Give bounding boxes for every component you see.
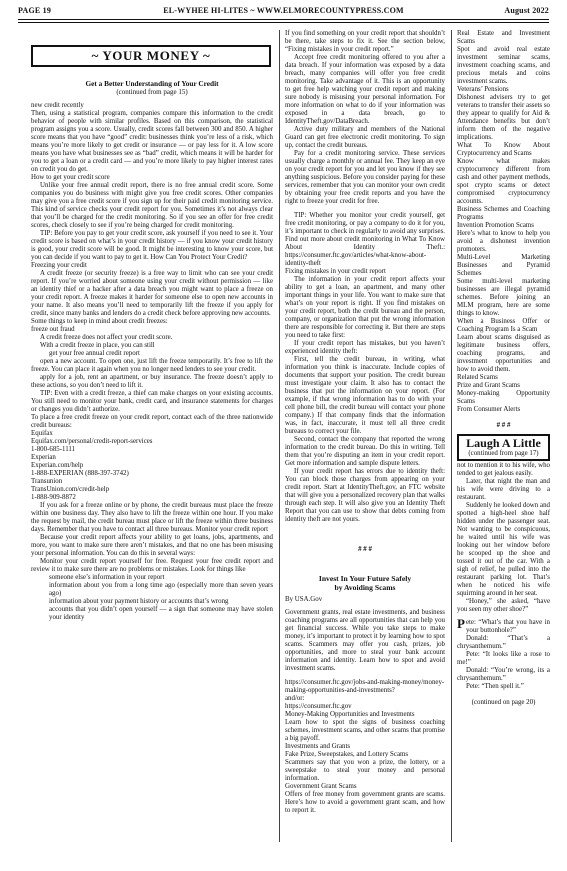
paragraph: Some things to keep in mind about credit freezes: bbox=[31, 317, 168, 325]
paragraph: https://consumer.ftc.gov/jobs-and-making-money/money-making-opportunities-and-investments? bbox=[285, 679, 445, 694]
paragraph: Scammers say that you won a prize, the lottery, or a sweepstake to steal your money and personal information. bbox=[285, 759, 445, 782]
paragraph: Transunion bbox=[31, 477, 63, 485]
paragraph: The information in your credit report affects your ability to get a loan, an apartment, and many other important things in your life. You want to make sure that what’s on your report is right. If you find mistakes on your credit report, both the credit bureau and the person, company, or organization that put the wrong information there are responsible for correcting it. But there are steps you need to take first: bbox=[285, 276, 445, 339]
paragraph: Business Schemes and Coaching Programs bbox=[457, 206, 550, 221]
paragraph: Freezing your credit bbox=[31, 261, 87, 269]
paragraph: TIP: Whether you monitor your credit yourself, get free credit monitoring, or pay a company to do it for you, it’s important to check in regularly to avoid any surprises. Find out more about credit monitoring in What To Know About Identity Theft.: https://consumer.ftc.gov/articles/what-know-about-identity-theft bbox=[285, 212, 445, 267]
paragraph: open a new account. To open one, just lift the freeze temporarily. It’s free to lift the freeze. You can place it again when you no longer need lenders to see your credit. bbox=[31, 357, 273, 373]
paragraph: Donald: “That’s a chrysanthemum.” bbox=[457, 635, 550, 650]
paragraph: If your credit report has errors due to identity theft: You can block those charges from appearing on your credit report. Start at IdentityTheft.gov, an FTC website that will give you a personalized recovery plan that walks through each step. It will also give you an Identity Theft Report that you can use to show that debts coming from identity theft are not yours. bbox=[285, 468, 445, 523]
paragraph: Dishonest advisers try to get veterans to transfer their assets so they appear to qualify for Aid & Attendance benefits but don’t inform them of the negative implications. bbox=[457, 94, 550, 141]
paragraph: Investments and Grants bbox=[285, 743, 351, 750]
paragraph: Spot and avoid real estate investment seminar scams, investment coaching scams, and precious metals and coins investment scams. bbox=[457, 46, 550, 85]
paragraph: information about your payment history or accounts that’s wrong bbox=[49, 597, 229, 605]
paragraph: TransUnion.com/credit-help bbox=[31, 485, 110, 493]
paragraph: Some multi-level marketing businesses are illegal pyramid schemes. Before joining an MLM program, here are some things to know. bbox=[457, 278, 550, 317]
paragraph: Equifax.com/personal/credit-report-services bbox=[31, 437, 153, 445]
paragraph: not to mention it to his wife, who tended to get jealous easily. bbox=[457, 462, 550, 477]
paragraph: To place a free credit freeze on your credit report, contact each of the three nationwide credit bureaus: bbox=[31, 413, 273, 429]
invest-article-title-1: Invest In Your Future Safely bbox=[318, 574, 412, 583]
paragraph: Later, that night the man and his wife were driving to a restaurant. bbox=[457, 478, 550, 501]
paragraph: Donald: “You’re wrong, its a chrysanthemum.” bbox=[457, 667, 550, 682]
paragraph: 1-800-685-1111 bbox=[31, 445, 76, 453]
paragraph: and/or: bbox=[285, 695, 305, 702]
paragraph: When a Business Offer or Coaching Program Is a Scam bbox=[457, 318, 550, 333]
column-divider-right bbox=[451, 30, 452, 842]
paragraph: Second, contact the company that reported the wrong information to the credit bureau. Do this in writing. Tell them that you’re disputing an item in your credit report. Get more information and sample dispute letters. bbox=[285, 436, 445, 467]
paragraph: accounts that you didn’t open yourself — a sign that someone may have stolen your identity bbox=[49, 605, 273, 621]
paragraph: Equifax bbox=[31, 429, 53, 437]
paragraph: Multi-Level Marketing Businesses and Pyramid Schemes bbox=[457, 254, 550, 277]
paragraph: “Honey,” she asked, “have you seen my other shoe?” bbox=[457, 598, 550, 613]
paragraph: Experian bbox=[31, 453, 56, 461]
paragraph: Experian.com/help bbox=[31, 461, 84, 469]
paragraph: new credit recently bbox=[31, 101, 84, 109]
laugh-continued-on: (continued on page 20) bbox=[471, 699, 536, 706]
column-divider-left bbox=[279, 30, 280, 842]
paragraph: Pete: “It looks like a rose to me!” bbox=[457, 651, 550, 666]
paragraph: Suddenly he looked down and spotted a high-heel shoe half hidden under the passenger seat. Not wanting to be conspicuous, he waited until his wife was looking out her window before he scooped up the shoe and tossed it out of the car. With a sigh of relief, he pulled into the restaurant parking lot. That’s when he noticed his wife squirming around in her seat. bbox=[457, 502, 550, 597]
paragraph: Government grants, real estate investments, and business coaching programs are all opportunities that can help you get financial success. While you take steps to make money, it’s important to protect it by learning how to spot scams. Scammers may offer you cash, prizes, job opportunities, and more to steal your bank account information and identity. Learn how to spot and avoid investment scams. bbox=[285, 609, 445, 672]
invest-article-body bbox=[285, 609, 445, 815]
drop-cap: P bbox=[457, 616, 465, 631]
section-title: ~ YOUR MONEY ~ bbox=[31, 45, 271, 67]
paragraph: If your credit report has mistakes, but you haven’t experienced identity theft: bbox=[285, 340, 445, 355]
joke2-body bbox=[457, 635, 550, 691]
paragraph: 1-888-909-8872 bbox=[31, 493, 76, 501]
paragraph: Because your credit report affects your ability to get loans, jobs, apartments, and more, you want to make sure there aren’t mistakes, and that no one has been misusing your personal information. You can do this in several ways: bbox=[31, 533, 273, 557]
right-column bbox=[457, 30, 550, 707]
paragraph: freeze out fraud bbox=[31, 325, 75, 333]
paragraph: apply for a job, rent an apartment, or buy insurance. The freeze doesn’t apply to these actions, so you don’t need to lift it. bbox=[31, 373, 273, 389]
paragraph: A credit freeze (or security freeze) is a free way to limit who can see your credit report. If you’re worried about someone using your credit without permission — like an identity thief or a hacker after a data breach you might want to place a freeze on your credit report. A freeze makes it harder for someone else to open new accounts in your name. It also means you’ll need to temporarily lift the freeze if you apply for credit, since many banks and lenders do a credit check before approving new accounts. bbox=[31, 269, 273, 317]
paragraph: Here’s what to know to help you avoid a dishonest invention promoters. bbox=[457, 230, 550, 253]
paragraph: Prize and Grant Scams bbox=[457, 382, 520, 389]
header-rule-top bbox=[18, 19, 549, 20]
credit-article-body-left bbox=[31, 102, 273, 622]
paragraph: Money-making Opportunity Scams bbox=[457, 390, 550, 405]
invest-article-byline: By USA.Gov bbox=[285, 596, 323, 603]
paragraph: Unlike your free annual credit report, there is no free annual credit score. Some companies you do business with might give you free credit scores. Other companies may give you a free credit score if you sign up for their paid credit monitoring service. This kind of service checks your credit report for you. Sometimes it’s not always clear that you’ll be charged for the credit monitoring. So if you see an offer for free credit scores, check closely to see if you’re being charged for credit monitoring. bbox=[31, 181, 273, 229]
page-number: PAGE 19 bbox=[18, 6, 52, 15]
paragraph: Real Estate and Investment Scams bbox=[457, 30, 550, 45]
paragraph: Invention Promotion Scams bbox=[457, 222, 534, 229]
paragraph: How to get your credit score bbox=[31, 173, 110, 181]
paragraph: Money-Making Opportunities and Investments bbox=[285, 711, 415, 718]
invest-article-body-right bbox=[457, 30, 550, 414]
paragraph: 1-888-EXPERIAN (888-397-3742) bbox=[31, 469, 129, 477]
paragraph: TIP: Even with a credit freeze, a thief can make charges on your existing accounts. You still need to monitor your bank, credit card, and insurance statements for charges or changes you didn’t authorize. bbox=[31, 389, 273, 413]
paragraph: Learn how to spot the signs of business coaching schemes, investment scams, and other scams that promise a big payoff. bbox=[285, 719, 445, 742]
issue-date: August 2022 bbox=[504, 6, 549, 15]
invest-article-end-mark: # # # bbox=[496, 422, 511, 429]
laugh-title: Laugh A Little bbox=[466, 436, 541, 450]
laugh-continued: (continued from page 17) bbox=[468, 450, 539, 457]
credit-article-body-mid bbox=[285, 30, 445, 524]
paragraph: If you ask for a freeze online or by phone, the credit bureaus must place the freeze within one business day. They also have to lift the freeze within one hour. If you make the request by mail, the credit bureau must place or lift the freeze within three business days. Remember that you have to contact all three bureaus. Monitor your credit report bbox=[31, 501, 273, 533]
paragraph: Active duty military and members of the National Guard can get free electronic credit monitoring. To sign up, contact the credit bureaus. bbox=[285, 126, 445, 149]
paragraph: Accept free credit monitoring offered to you after a data breach. If your information was exposed by a data breach, many companies will offer you free credit monitoring. Take advantage of it. This is an opportunity to get free help watching your credit report and making sure nobody is misusing your personal information. For more information on what to do if your information was exposed in a data breach, go to IdentityTheft.gov/DataBreach. bbox=[285, 54, 445, 125]
paragraph: From Consumer Alerts bbox=[457, 406, 521, 413]
paragraph: Related Scams bbox=[457, 374, 498, 381]
paragraph: With a credit freeze in place, you can still bbox=[40, 341, 155, 349]
laugh-section-box bbox=[457, 434, 550, 461]
paragraph: TIP: Before you pay to get your credit score, ask yourself if you need to see it. Your credit score is based on what’s in your credit history — if you know your credit history is good, your credit score will be good. It might be interesting to know your score, but you can decide if you want to pay to get it. How Can You Protect Your Credit? bbox=[31, 229, 273, 261]
paragraph: Monitor your credit report yourself for free. Request your free credit report and review it to make sure there are no problems or mistakes. Look for things like bbox=[31, 557, 273, 573]
invest-article-title-2: by Avoiding Scams bbox=[334, 583, 396, 592]
paragraph: Pay for a credit monitoring service. These services usually charge a monthly or annual fee. They keep an eye on your credit report for you and let you know if they see anything suspicious. Before you consider paying for these services, remember that you can monitor your own credit by obtaining your free credit reports and you have the right to freeze your credit for free. bbox=[285, 150, 445, 205]
paragraph: Veterans’ Pensions bbox=[457, 86, 509, 93]
paragraph: someone else’s information in your report bbox=[49, 573, 165, 581]
paragraph: Fixing mistakes in your credit report bbox=[285, 268, 386, 275]
header-rule-bottom bbox=[18, 22, 549, 23]
middle-column bbox=[285, 30, 445, 815]
page-header bbox=[18, 6, 549, 20]
paragraph: Then, using a statistical program, companies compare this information to the credit behavior of people with similar profiles. Based on this comparison, the statistical program assigns you a score. Usually, credit scores fall between 300 and 850. A higher score means that you have “good” credit: businesses think you’re less of a risk, which means you’re more likely to get credit or insurance — or pay less for it. A low score means you have what businesses see as “bad” credit, which means it will be harder for you to get a loan or a credit card — and you’re more likely to pay higher interest rates on credit you do get. bbox=[31, 109, 273, 173]
paragraph: First, tell the credit bureau, in writing, what information you think is inaccurate. Include copies of documents that support your position. The credit bureau must investigate your claim. It also has to contact the business that put the information on your report. (For example, if that wrong information has to do with your cell phone bill, the credit bureau will contact your phone company.) If that company finds that the information was, in fact, inaccurate, it must tell all three credit bureaus to correct your file. bbox=[285, 356, 445, 435]
paragraph: https://consumer.ftc.gov bbox=[285, 703, 352, 710]
paragraph: A credit freeze does not affect your credit score. bbox=[40, 333, 173, 341]
paragraph: Pete: “Then spell it.” bbox=[466, 683, 524, 690]
credit-article-continued: (continued from page 15) bbox=[116, 88, 188, 96]
paragraph: Fake Prize, Sweepstakes, and Lottery Scams bbox=[285, 751, 409, 758]
credit-article-end-mark: # # # bbox=[358, 546, 372, 553]
paragraph: information about you from a long time ago (especially more than seven years ago) bbox=[49, 581, 273, 597]
joke2-first-line: Pete: “What’s that you have in your buttonhole?” bbox=[457, 616, 550, 634]
credit-article-title: Get a Better Understanding of Your Credit bbox=[85, 79, 219, 88]
paragraph: If you find something on your credit report that shouldn’t be there, take steps to fix it. See the section below, “Fixing mistakes in your credit report.” bbox=[285, 30, 445, 53]
paragraph: Offers of free money from government grants are scams. Here’s how to avoid a government grant scam, and how to report it. bbox=[285, 791, 445, 814]
paragraph: What To Know About Cryptocurrency and Scams bbox=[457, 142, 550, 157]
paragraph: Government Grant Scams bbox=[285, 783, 357, 790]
credit-article-left-column bbox=[31, 79, 273, 622]
laugh-body bbox=[457, 462, 550, 614]
masthead: EL-WYHEE HI-LITES ~ WWW.ELMORECOUNTYPRESS.COM bbox=[163, 6, 404, 15]
paragraph: get your free annual credit report bbox=[49, 349, 140, 357]
paragraph: Learn about scams disguised as legitimate business offers, coaching programs, and investment opportunities and how to avoid them. bbox=[457, 334, 550, 373]
paragraph: Know what makes cryptocurrency different from cash and other payment methods, spot crypto scams or detect compromised cryptocurrency accounts. bbox=[457, 158, 550, 205]
